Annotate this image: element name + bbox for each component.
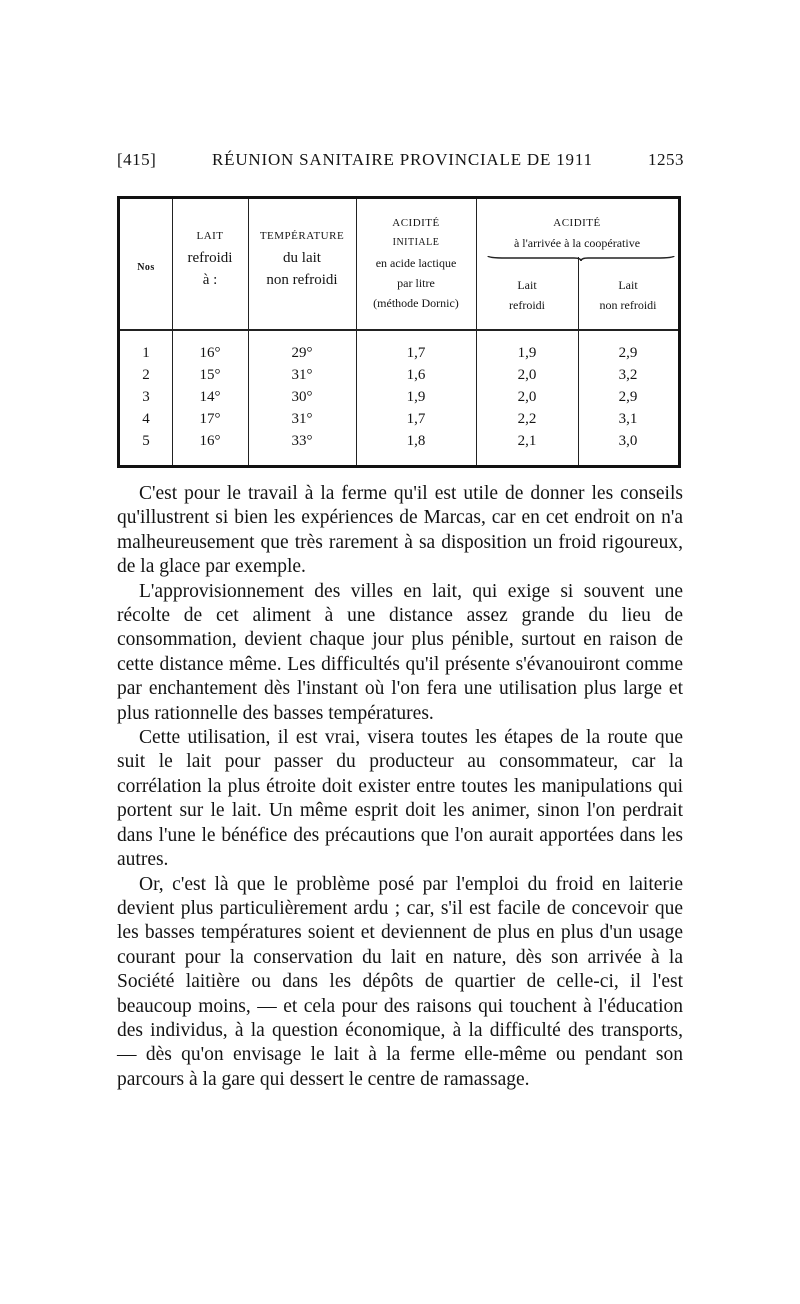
paragraph: L'approvisionnement des villes en lait, qui exige si souvent une récolte de cet aliment à une distance assez grande du lieu de consommation, devient chaque jour plus pénible, surtout en raison de cette distance même. Les difficultés qu'il présente s'évanouiront comme par enchantement dès l'instant où l'on fera une utilisation plus large et plus rationnelle des basses températures.	[117, 580, 683, 724]
header-rule	[120, 329, 678, 331]
paragraph: C'est pour le travail à la ferme qu'il est utile de donner les conseils qu'illustrent si bien les expériences de Marcas, car en cet endroit on n'a malheureusement que très rarement à sa disposition un froid rigoureux, de la glace par exemple.	[117, 483, 683, 578]
table-row: 4 17° 31° 1,7 2,2 3,1	[142, 411, 638, 427]
table-row: 2 15° 31° 1,6 2,0 3,2	[142, 367, 638, 383]
running-title: RÉUNION SANITAIRE PROVINCIALE DE 1911	[212, 150, 593, 169]
subheader-lait-non-refroidi: Lait non refroidi	[599, 278, 657, 312]
table-row: 5 16° 33° 1,8 2,1 3,0	[142, 433, 638, 449]
page-reference: [415]	[117, 150, 157, 169]
header-acidite-initiale: ACIDITÉ INITIALE en acide lactique par litre (méthode Dornic)	[373, 217, 459, 310]
acidity-table	[117, 196, 681, 468]
header-lait: LAIT refroidi à :	[187, 230, 233, 288]
paragraph: Or, c'est là que le problème posé par l'emploi du froid en laiterie devient plus particulièrement ardu ; car, s'il est facile de concevoir que les basses températures soient et deviennent de plus en plus d'un usage courant pour la conservation du lait en nature, dès son arrivée à la Société laitière ou dans les dépôts de quartier de celle-ci, il l'est beaucoup moins, — et cela pour des raisons qui touchent à l'éducation des individus, à la question économique, à la difficulté des transports, — dès qu'on envisage le lait à la ferme elle-même ou pendant son parcours à la gare qui dessert le centre de ramassage.	[117, 873, 683, 1090]
body-text	[117, 482, 683, 1092]
paragraph: Cette utilisation, il est vrai, visera toutes les étapes de la route que suit le lait pour passer du producteur au consommateur, car la corrélation la plus étroite doit exister entre toutes les manipulations qui portent sur le lait. Un même esprit doit les animer, sinon l'on perdrait dans l'une le bénéfice des précautions que l'on aurait apportées dans les autres.	[117, 727, 683, 871]
page-number: 1253	[648, 150, 684, 169]
header-temperature: TEMPÉRATURE du lait non refroidi	[259, 230, 345, 288]
header-no: Nos	[137, 262, 155, 273]
table-row: 3 14° 30° 1,9 2,0 2,9	[142, 389, 638, 405]
subheader-lait-refroidi: Lait refroidi	[509, 278, 545, 312]
header-acidite-arrivee: ACIDITÉ à l'arrivée à la coopérative	[513, 217, 641, 250]
brace-icon	[486, 255, 676, 261]
table-row: 1 16° 29° 1,7 1,9 2,9	[142, 345, 638, 361]
